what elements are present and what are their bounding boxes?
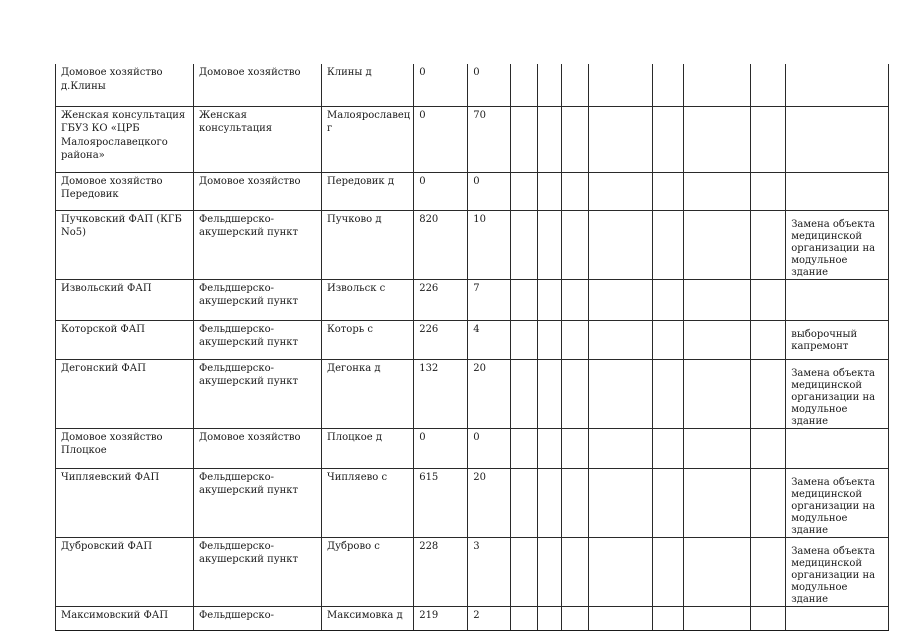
empty-cell [511, 428, 538, 468]
table-row [56, 279, 889, 320]
count-cell: 20 [468, 359, 511, 428]
empty-cell [751, 359, 786, 428]
facility-name-cell: Дегонский ФАП [56, 359, 194, 428]
empty-cell [684, 468, 751, 537]
empty-cell [538, 428, 562, 468]
empty-cell [511, 64, 538, 106]
facility-type-cell: Женская консультация [194, 106, 322, 172]
empty-cell [538, 468, 562, 537]
facility-type-cell: Фельдшерско-акушерский пункт [194, 279, 322, 320]
locality-cell: Дегонка д [322, 359, 414, 428]
empty-cell [653, 210, 684, 279]
note-cell: Замена объекта медицинской организации на модульное здание [786, 210, 889, 279]
empty-cell [589, 320, 653, 359]
empty-cell [684, 210, 751, 279]
empty-cell [511, 106, 538, 172]
facility-name-cell: Которской ФАП [56, 320, 194, 359]
note-cell [786, 106, 889, 172]
locality-cell: Максимовка д [322, 606, 414, 630]
empty-cell [538, 606, 562, 630]
empty-cell [589, 468, 653, 537]
empty-cell [511, 537, 538, 606]
population-cell: 0 [414, 106, 468, 172]
population-cell: 615 [414, 468, 468, 537]
table-row [56, 320, 889, 359]
empty-cell [562, 468, 589, 537]
empty-cell [511, 172, 538, 210]
empty-cell [538, 210, 562, 279]
empty-cell [589, 428, 653, 468]
table-row [56, 468, 889, 537]
empty-cell [562, 606, 589, 630]
empty-cell [751, 606, 786, 630]
locality-cell: Извольск с [322, 279, 414, 320]
empty-cell [538, 106, 562, 172]
empty-cell [562, 537, 589, 606]
note-cell: Замена объекта медицинской организации на модульное здание [786, 468, 889, 537]
facility-name-cell: Домовое хозяйство Передовик [56, 172, 194, 210]
empty-cell [538, 64, 562, 106]
empty-cell [653, 468, 684, 537]
population-cell: 228 [414, 537, 468, 606]
empty-cell [511, 320, 538, 359]
empty-cell [684, 537, 751, 606]
facility-type-cell: Домовое хозяйство [194, 428, 322, 468]
facility-type-cell: Фельдшерско-акушерский пункт [194, 468, 322, 537]
count-cell: 0 [468, 428, 511, 468]
empty-cell [751, 468, 786, 537]
empty-cell [653, 359, 684, 428]
empty-cell [538, 172, 562, 210]
empty-cell [751, 106, 786, 172]
empty-cell [751, 279, 786, 320]
empty-cell [562, 320, 589, 359]
table-row [56, 210, 889, 279]
table-row [56, 64, 889, 106]
empty-cell [653, 320, 684, 359]
facility-type-cell: Фельдшерско-акушерский пункт [194, 210, 322, 279]
note-cell [786, 428, 889, 468]
facility-name-cell: Чипляевский ФАП [56, 468, 194, 537]
locality-cell: Пучково д [322, 210, 414, 279]
empty-cell [562, 210, 589, 279]
empty-cell [653, 279, 684, 320]
empty-cell [684, 428, 751, 468]
empty-cell [511, 210, 538, 279]
empty-cell [538, 537, 562, 606]
empty-cell [589, 210, 653, 279]
population-cell: 226 [414, 279, 468, 320]
facility-type-cell: Фельдшерско- [194, 606, 322, 630]
empty-cell [511, 359, 538, 428]
facility-name-cell: Пучковский ФАП (КГБ No5) [56, 210, 194, 279]
empty-cell [589, 537, 653, 606]
facility-type-cell: Домовое хозяйство [194, 172, 322, 210]
empty-cell [751, 537, 786, 606]
table-body [56, 64, 889, 630]
empty-cell [562, 64, 589, 106]
facility-name-cell: Дубровский ФАП [56, 537, 194, 606]
table-row [56, 106, 889, 172]
table-row [56, 537, 889, 606]
empty-cell [684, 359, 751, 428]
count-cell: 2 [468, 606, 511, 630]
empty-cell [589, 606, 653, 630]
empty-cell [562, 172, 589, 210]
facility-name-cell: Извольский ФАП [56, 279, 194, 320]
empty-cell [562, 359, 589, 428]
count-cell: 3 [468, 537, 511, 606]
count-cell: 20 [468, 468, 511, 537]
empty-cell [538, 279, 562, 320]
empty-cell [684, 279, 751, 320]
empty-cell [589, 106, 653, 172]
empty-cell [562, 279, 589, 320]
empty-cell [589, 172, 653, 210]
facility-name-cell: Домовое хозяйство д.Клины [56, 64, 194, 106]
empty-cell [684, 606, 751, 630]
empty-cell [562, 106, 589, 172]
table-row [56, 428, 889, 468]
empty-cell [589, 359, 653, 428]
population-cell: 132 [414, 359, 468, 428]
count-cell: 70 [468, 106, 511, 172]
population-cell: 219 [414, 606, 468, 630]
count-cell: 0 [468, 64, 511, 106]
empty-cell [653, 64, 684, 106]
facility-type-cell: Фельдшерско-акушерский пункт [194, 320, 322, 359]
empty-cell [684, 106, 751, 172]
locality-cell: Малоярославец г [322, 106, 414, 172]
empty-cell [653, 172, 684, 210]
facility-type-cell: Домовое хозяйство [194, 64, 322, 106]
empty-cell [538, 320, 562, 359]
facility-type-cell: Фельдшерско-акушерский пункт [194, 359, 322, 428]
empty-cell [653, 106, 684, 172]
population-cell: 0 [414, 64, 468, 106]
locality-cell: Передовик д [322, 172, 414, 210]
table-row [56, 606, 889, 630]
empty-cell [653, 428, 684, 468]
note-cell [786, 279, 889, 320]
population-cell: 820 [414, 210, 468, 279]
empty-cell [562, 428, 589, 468]
empty-cell [538, 359, 562, 428]
empty-cell [684, 172, 751, 210]
count-cell: 10 [468, 210, 511, 279]
facility-name-cell: Максимовский ФАП [56, 606, 194, 630]
population-cell: 0 [414, 172, 468, 210]
empty-cell [751, 320, 786, 359]
locality-cell: Плоцкое д [322, 428, 414, 468]
count-cell: 7 [468, 279, 511, 320]
empty-cell [653, 537, 684, 606]
empty-cell [589, 279, 653, 320]
locality-cell: Которь с [322, 320, 414, 359]
empty-cell [653, 606, 684, 630]
empty-cell [511, 468, 538, 537]
empty-cell [751, 172, 786, 210]
population-cell: 226 [414, 320, 468, 359]
facility-type-cell: Фельдшерско-акушерский пункт [194, 537, 322, 606]
note-cell: Замена объекта медицинской организации на модульное здание [786, 359, 889, 428]
count-cell: 0 [468, 172, 511, 210]
population-cell: 0 [414, 428, 468, 468]
empty-cell [751, 64, 786, 106]
table-row [56, 172, 889, 210]
empty-cell [511, 279, 538, 320]
empty-cell [684, 64, 751, 106]
empty-cell [589, 64, 653, 106]
empty-cell [751, 210, 786, 279]
facility-name-cell: Домовое хозяйство Плоцкое [56, 428, 194, 468]
empty-cell [751, 428, 786, 468]
note-cell [786, 172, 889, 210]
locality-cell: Чипляево с [322, 468, 414, 537]
note-cell: выборочный капремонт [786, 320, 889, 359]
locality-cell: Клины д [322, 64, 414, 106]
medical-facilities-table [55, 64, 889, 631]
locality-cell: Дуброво с [322, 537, 414, 606]
empty-cell [511, 606, 538, 630]
empty-cell [684, 320, 751, 359]
table-row [56, 359, 889, 428]
note-cell [786, 606, 889, 630]
note-cell: Замена объекта медицинской организации на модульное здание [786, 537, 889, 606]
note-cell [786, 64, 889, 106]
facility-name-cell: Женская консультация ГБУЗ КО «ЦРБ Малоярославецкого района» [56, 106, 194, 172]
count-cell: 4 [468, 320, 511, 359]
